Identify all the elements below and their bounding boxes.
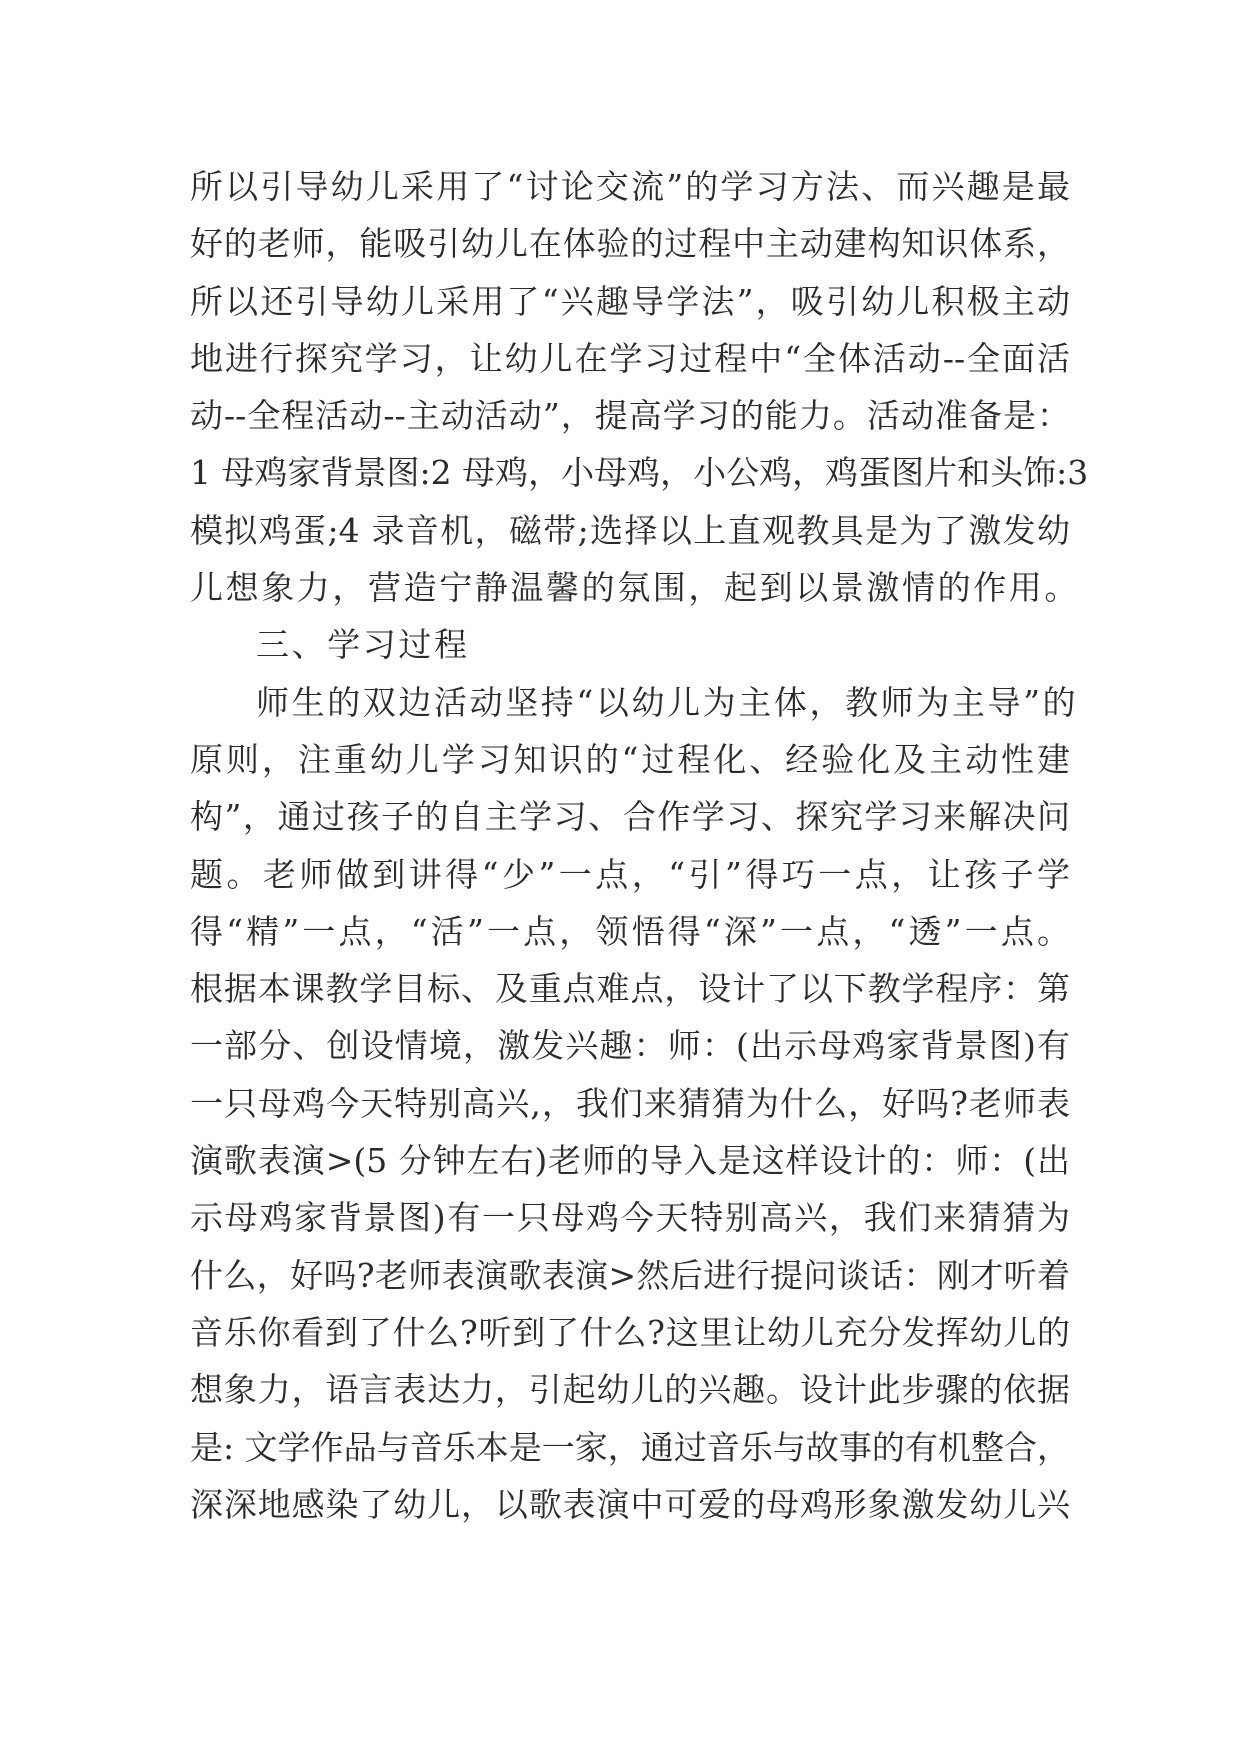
paragraph-line: 好的老师，能吸引幼儿在体验的过程中主动建构知识体系， [190, 224, 1070, 264]
paragraph-line: 想象力，语言表达力，引起幼儿的兴趣。设计此步骤的依据 [190, 1370, 1070, 1410]
paragraph-line: 儿想象力，营造宁静温馨的氛围，起到以景激情的作用。 [190, 568, 1080, 608]
paragraph-line: 所以引导幼儿采用了“讨论交流”的学习方法、而兴趣是最 [190, 167, 1070, 206]
body-text [190, 158, 1089, 1533]
paragraph-line: 深深地感染了幼儿，以歌表演中可爱的母鸡形象激发幼儿兴 [190, 1484, 1070, 1524]
paragraph-line: 原则，注重幼儿学习知识的“过程化、经验化及主动性建 [190, 739, 1070, 779]
paragraph-line: 什么，好吗?老师表演歌表演>然后进行提问谈话：刚才听着 [190, 1255, 1070, 1295]
paragraph-line: 是: 文学作品与音乐本是一家，通过音乐与故事的有机整合， [190, 1427, 1070, 1467]
paragraph-line: 动--全程活动--主动活动”，提高学习的能力。活动准备是： [190, 396, 1070, 436]
paragraph-line: 一只母鸡今天特别高兴,，我们来猜猜为什么，好吗?老师表 [190, 1083, 1070, 1123]
paragraph-line: 示母鸡家背景图)有一只母鸡今天特别高兴，我们来猜猜为 [190, 1198, 1070, 1238]
paragraph-line: 音乐你看到了什么?听到了什么?这里让幼儿充分发挥幼儿的 [190, 1312, 1070, 1352]
paragraph-line: 得“精”一点，“活”一点，领悟得“深”一点，“透”一点。 [190, 911, 1070, 951]
paragraph-line: 构”，通过孩子的自主学习、合作学习、探究学习来解决问 [190, 797, 1070, 837]
paragraph-line: 一部分、创设情境，激发兴趣：师：(出示母鸡家背景图)有 [190, 1026, 1070, 1066]
paragraph-line: 题。老师做到讲得“少”一点，“引”得巧一点，让孩子学 [190, 854, 1070, 894]
paragraph-line: 所以还引导幼儿采用了“兴趣导学法”，吸引幼儿积极主动 [190, 281, 1070, 321]
paragraph-line: 模拟鸡蛋;4 录音机，磁带;选择以上直观教具是为了激发幼 [190, 510, 1070, 550]
section-heading: 三、学习过程 [256, 625, 470, 665]
paragraph-line: 根据本课教学目标、及重点难点，设计了以下教学程序：第 [190, 969, 1070, 1009]
paragraph-line: 地进行探究学习，让幼儿在学习过程中“全体活动--全面活 [190, 338, 1070, 378]
paragraph-line: 演歌表演>(5 分钟左右)老师的导入是这样设计的：师：(出 [190, 1141, 1070, 1181]
paragraph-line: 1 母鸡家背景图:2 母鸡，小母鸡，小公鸡，鸡蛋图片和头饰:3 [190, 453, 1089, 493]
paragraph-line: 师生的双边活动坚持“以幼儿为主体，教师为主导”的 [256, 682, 1079, 722]
